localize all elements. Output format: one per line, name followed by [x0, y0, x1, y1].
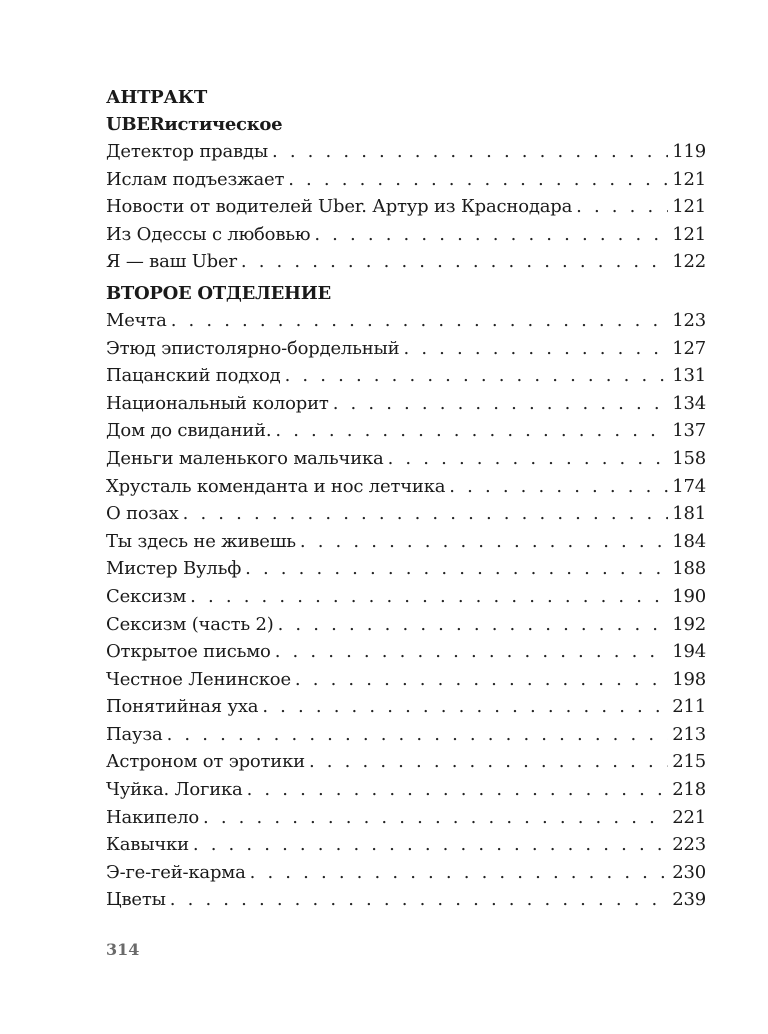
- toc-entry: [106, 611, 706, 639]
- subsection-heading-uber: UBERистическое: [106, 114, 283, 135]
- toc-entry: [106, 390, 706, 418]
- toc-entry-title: Сексизм: [106, 585, 187, 607]
- dot-leader: [388, 445, 669, 473]
- toc-entry-page: 131: [672, 365, 706, 387]
- dot-leader: [193, 831, 668, 859]
- toc-entry-page: 221: [672, 806, 706, 828]
- toc-entry-title: Этюд эпистолярно-бордельный: [106, 337, 400, 359]
- toc-entry-title: Пауза: [106, 723, 163, 745]
- toc-entry-title: Чуйка. Логика: [106, 779, 243, 801]
- toc-entry: [106, 693, 706, 721]
- toc-entry: [106, 307, 706, 335]
- toc-entry-page: 192: [672, 613, 706, 635]
- dot-leader: [190, 583, 668, 611]
- dot-leader: [171, 307, 669, 335]
- toc-entry: [106, 166, 706, 194]
- toc-entry: [106, 473, 706, 501]
- toc-entry-page: 127: [672, 337, 706, 359]
- toc-entry-page: 194: [672, 641, 706, 663]
- dot-leader: [576, 193, 668, 221]
- toc-entry-page: 198: [672, 668, 706, 690]
- toc-entry-title: Я — ваш Uber: [106, 251, 237, 273]
- dot-leader: [278, 611, 669, 639]
- dot-leader: [203, 804, 668, 832]
- dot-leader: [300, 528, 668, 556]
- toc-entry-page: 213: [672, 723, 706, 745]
- toc-entry-title: Хрусталь коменданта и нос летчика: [106, 475, 446, 497]
- toc-entry-page: 134: [672, 392, 706, 414]
- toc-entry: [106, 886, 706, 914]
- dot-leader: [333, 390, 669, 418]
- toc-entry: [106, 721, 706, 749]
- toc-entry-title: Цветы: [106, 889, 166, 911]
- dot-leader: [295, 666, 668, 694]
- dot-leader: [170, 886, 668, 914]
- toc-entry: [106, 193, 706, 221]
- section-heading-antrakt: АНТРАКТ: [106, 87, 207, 108]
- toc-entry-title: Кавычки: [106, 834, 189, 856]
- dot-leader: [275, 417, 668, 445]
- dot-leader: [285, 362, 669, 390]
- toc-entry: [106, 500, 706, 528]
- toc-entry-title: Открытое письмо: [106, 641, 271, 663]
- toc-entry-title: Новости от водителей Uber. Артур из Краснодара: [106, 196, 573, 218]
- toc-entry-title: О позах: [106, 503, 179, 525]
- dot-leader: [309, 748, 668, 776]
- toc-entry-page: 218: [672, 779, 706, 801]
- dot-leader: [247, 776, 669, 804]
- toc-entry-title: Детектор правды: [106, 141, 268, 162]
- toc-entry-page: 181: [672, 503, 706, 525]
- toc-entry: [106, 583, 706, 611]
- toc-entry: [106, 417, 706, 445]
- dot-leader: [275, 638, 669, 666]
- toc-list-second-part: [106, 307, 706, 914]
- toc-entry-page: 158: [672, 447, 706, 469]
- toc-entry-page: 121: [672, 196, 706, 218]
- toc-entry-title: Понятийная уха: [106, 696, 259, 718]
- toc-entry: [106, 555, 706, 583]
- toc-entry: [106, 248, 706, 276]
- toc-entry: [106, 831, 706, 859]
- toc-entry-page: 190: [672, 585, 706, 607]
- table-of-contents: [106, 84, 706, 914]
- toc-entry: [106, 804, 706, 832]
- toc-entry-title: Астроном от эротики: [106, 751, 305, 773]
- toc-entry-page: 123: [672, 309, 706, 331]
- dot-leader: [250, 859, 669, 887]
- dot-leader: [288, 166, 668, 194]
- toc-entry-page: 119: [672, 141, 706, 162]
- toc-entry: [106, 221, 706, 249]
- dot-leader: [167, 721, 669, 749]
- toc-entry: [106, 335, 706, 363]
- dot-leader: [272, 138, 668, 166]
- toc-entry-title: Э-ге-гей-карма: [106, 861, 246, 883]
- dot-leader: [314, 221, 668, 249]
- toc-entry-title: Национальный колорит: [106, 392, 329, 414]
- toc-entry: [106, 666, 706, 694]
- toc-entry-page: 239: [672, 889, 706, 911]
- section-heading-second-part: ВТОРОЕ ОТДЕЛЕНИЕ: [106, 282, 331, 304]
- toc-list-antrakt: [106, 138, 706, 276]
- toc-entry: [106, 776, 706, 804]
- dot-leader: [245, 555, 668, 583]
- dot-leader: [262, 693, 668, 721]
- toc-entry-page: 122: [672, 251, 706, 273]
- page-number: 314: [106, 940, 140, 959]
- toc-entry: [106, 859, 706, 887]
- toc-entry-page: 211: [672, 696, 706, 718]
- toc-entry-title: Из Одессы с любовью: [106, 223, 311, 245]
- toc-entry: [106, 138, 706, 166]
- toc-entry-title: Мечта: [106, 309, 167, 331]
- dot-leader: [403, 335, 668, 363]
- toc-entry-title: Мистер Вульф: [106, 558, 242, 580]
- toc-entry-page: 215: [672, 751, 706, 773]
- toc-entry: [106, 638, 706, 666]
- toc-entry-page: 223: [672, 834, 706, 856]
- toc-entry-title: Пацанский подход: [106, 365, 281, 387]
- toc-entry-page: 121: [672, 168, 706, 190]
- toc-entry-page: 188: [672, 558, 706, 580]
- toc-entry-page: 184: [672, 530, 706, 552]
- toc-entry-page: 174: [672, 475, 706, 497]
- toc-entry-page: 121: [672, 223, 706, 245]
- toc-entry-title: Дом до свиданий.: [106, 420, 272, 442]
- dot-leader: [241, 248, 668, 276]
- toc-entry: [106, 362, 706, 390]
- toc-entry-title: Накипело: [106, 806, 199, 828]
- dot-leader: [183, 500, 669, 528]
- toc-entry-title: Деньги маленького мальчика: [106, 447, 384, 469]
- toc-entry: [106, 528, 706, 556]
- toc-entry: [106, 445, 706, 473]
- toc-entry: [106, 748, 706, 776]
- toc-entry-title: Ты здесь не живешь: [106, 530, 296, 552]
- toc-entry-title: Честное Ленинское: [106, 668, 291, 690]
- toc-entry-page: 137: [672, 420, 706, 442]
- toc-entry-page: 230: [672, 861, 706, 883]
- toc-entry-title: Ислам подъезжает: [106, 168, 285, 190]
- dot-leader: [449, 473, 668, 501]
- toc-entry-title: Сексизм (часть 2): [106, 613, 274, 635]
